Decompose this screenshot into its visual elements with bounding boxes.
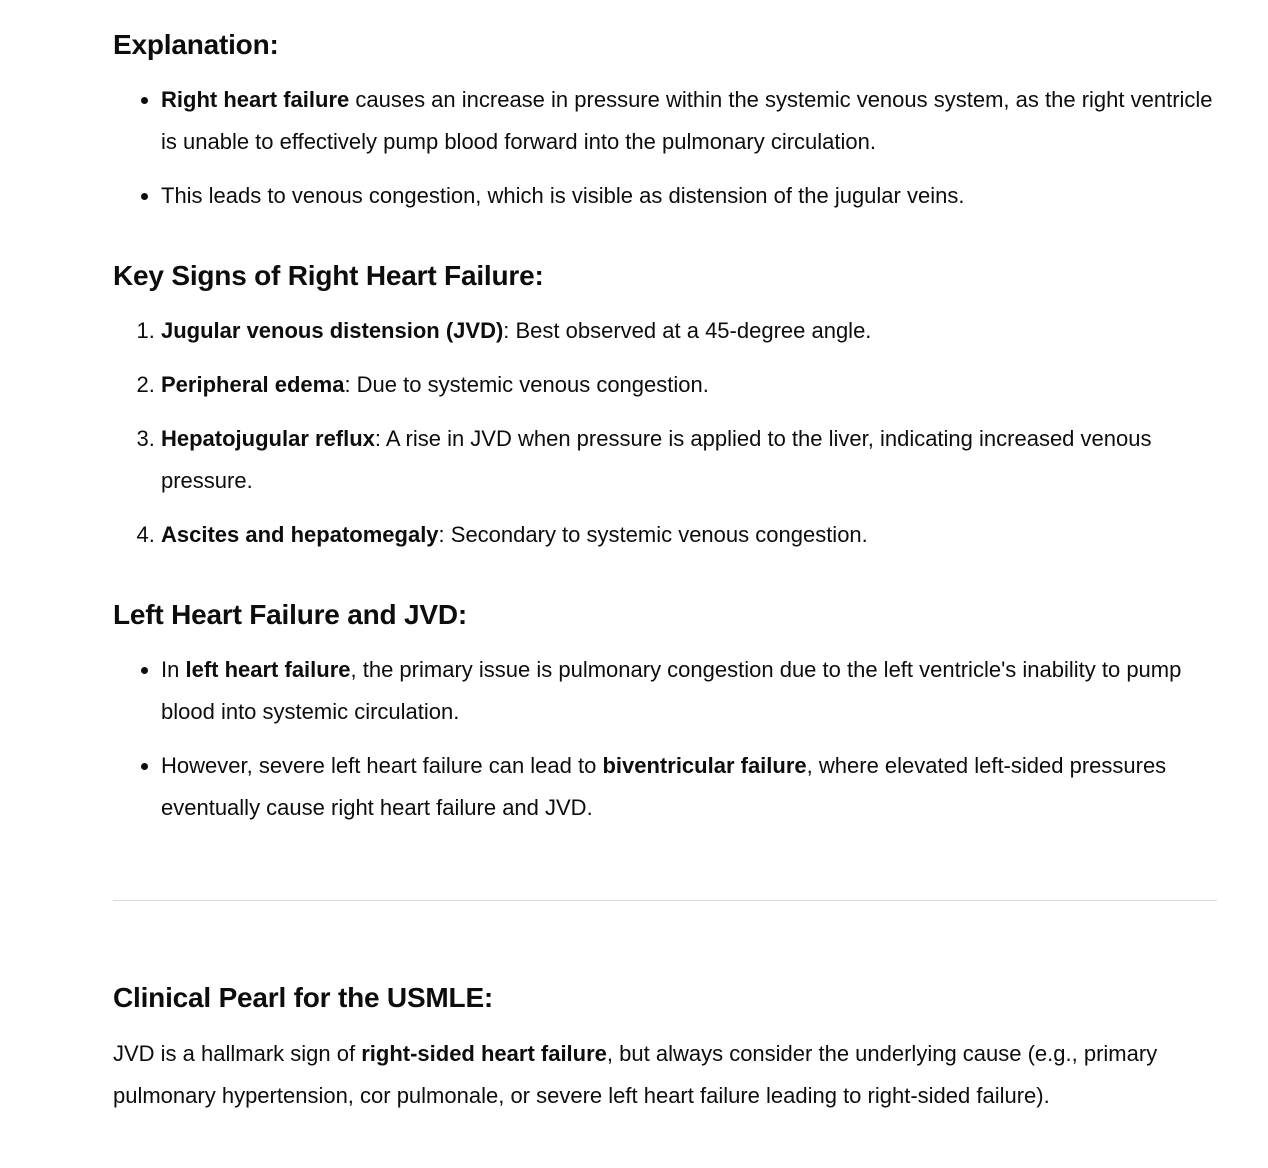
explanation-heading: Explanation: — [113, 29, 279, 60]
item-prefix: However, severe left heart failure can lead to — [161, 753, 603, 778]
section-divider — [113, 900, 1217, 901]
list-item — [161, 514, 1217, 556]
list-item — [161, 79, 1217, 163]
item-text: : Best observed at a 45-degree angle. — [503, 318, 872, 343]
item-prefix: In — [161, 657, 186, 682]
bold-term: biventricular failure — [602, 753, 807, 778]
bold-term: Hepatojugular reflux — [161, 426, 375, 451]
list-item — [161, 364, 1217, 406]
bold-term: Peripheral edema — [161, 372, 345, 397]
list-item — [161, 175, 1217, 217]
clinical-pearl-paragraph — [113, 1033, 1217, 1117]
list-item — [161, 418, 1217, 502]
item-text: : A rise in JVD when pressure is applied to the liver, indicating increased venous pressure. — [161, 426, 1152, 493]
bold-term: Right heart failure — [161, 87, 350, 112]
item-text: : Due to systemic venous congestion. — [344, 372, 709, 397]
item-text: causes an increase in pressure within the systemic venous system, as the right ventricle is unable to effectively pump blood forward into the pulmonary circulation. — [161, 87, 1213, 154]
pearl-prefix: JVD is a hallmark sign of — [113, 1041, 362, 1066]
item-text: , where elevated left-sided pressures eventually cause right heart failure and JVD. — [161, 753, 1167, 820]
bold-term: left heart failure — [185, 657, 351, 682]
bold-term: Jugular venous distension (JVD) — [161, 318, 504, 343]
item-text: , the primary issue is pulmonary congestion due to the left ventricle's inability to pump blood into systemic circulation. — [161, 657, 1182, 724]
item-text: This leads to venous congestion, which is visible as distension of the jugular veins. — [161, 183, 965, 208]
left-heart-heading: Left Heart Failure and JVD: — [113, 599, 468, 630]
clinical-pearl-heading: Clinical Pearl for the USMLE: — [113, 982, 494, 1013]
list-item — [161, 745, 1217, 829]
explanation-list — [113, 79, 1217, 217]
left-heart-list — [113, 649, 1217, 829]
key-signs-list — [113, 310, 1217, 556]
list-item — [161, 310, 1217, 352]
item-text: : Secondary to systemic venous congestion. — [438, 522, 868, 547]
key-signs-heading: Key Signs of Right Heart Failure: — [113, 260, 544, 291]
bold-term: right-sided heart failure — [361, 1041, 607, 1066]
bold-term: Ascites and hepatomegaly — [161, 522, 439, 547]
answer-content — [113, 0, 1217, 1117]
list-item — [161, 649, 1217, 733]
pearl-text: , but always consider the underlying cause (e.g., primary pulmonary hypertension, cor pulmonale, or severe left heart failure leading to right-sided failure). — [113, 1041, 1158, 1108]
